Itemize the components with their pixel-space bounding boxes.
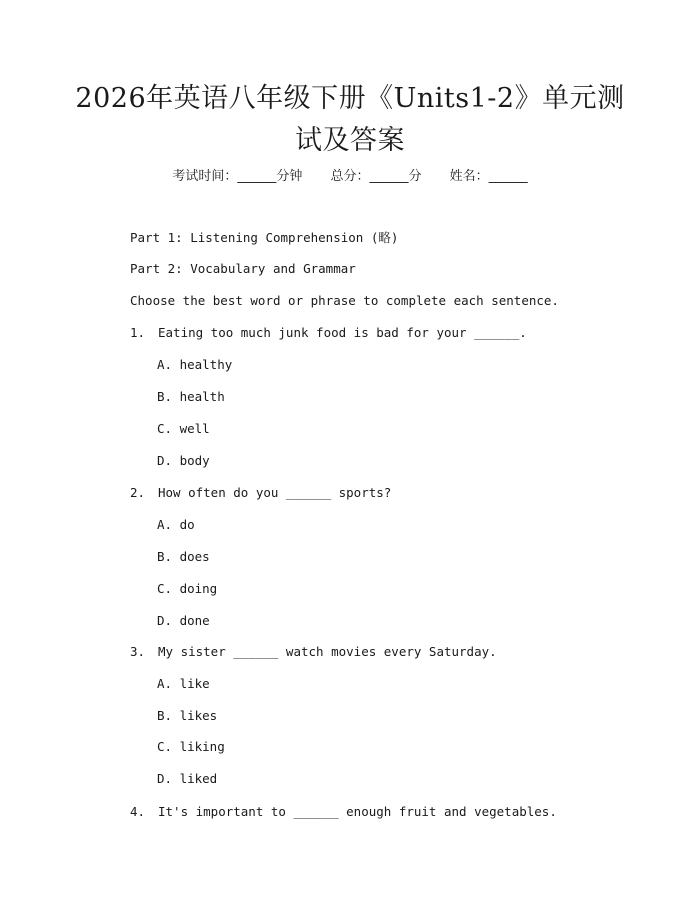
option-1b: B. health (157, 389, 225, 404)
option-3a: A. like (157, 676, 210, 691)
option-1c: C. well (157, 421, 210, 436)
question-4 (130, 804, 557, 820)
option-1d: D. body (157, 453, 210, 468)
title-line-2: 试及答案 (295, 125, 405, 156)
part2-heading: Part 2: Vocabulary and Grammar (130, 261, 356, 276)
question-number: 3. (130, 644, 146, 659)
option-3d: D. liked (157, 771, 218, 786)
question-3 (130, 644, 497, 660)
question-number: 4. (130, 804, 146, 819)
question-2 (130, 485, 391, 501)
option-2b: B. does (157, 549, 210, 564)
question-text: How often do you ______ sports? (158, 485, 392, 500)
option-2c: C. doing (157, 581, 218, 596)
question-text: My sister ______ watch movies every Saturday. (158, 644, 497, 659)
document-title (60, 78, 640, 162)
instruction-text: Choose the best word or phrase to complete each sentence. (130, 293, 559, 308)
part1-heading: Part 1: Listening Comprehension (略) (130, 230, 399, 245)
option-3b: B. likes (157, 708, 218, 723)
option-2a: A. do (157, 517, 195, 532)
question-text: Eating too much junk food is bad for your ______. (158, 325, 527, 340)
exam-info-bar (0, 168, 700, 186)
question-number: 2. (130, 485, 146, 500)
option-1a: A. healthy (157, 357, 233, 372)
question-number: 1. (130, 325, 146, 340)
option-3c: C. liking (157, 739, 225, 754)
question-1 (130, 325, 527, 341)
title-line-1: 2026年英语八年级下册《Units1-2》单元测 (75, 83, 625, 114)
question-text: It's important to ______ enough fruit and vegetables. (158, 804, 557, 819)
student-name-field: 姓名：______ (449, 169, 528, 184)
total-score-field: 总分：______分 (330, 169, 422, 184)
option-2d: D. done (157, 613, 210, 628)
exam-time-field: 考试时间：______分钟 (172, 169, 303, 184)
